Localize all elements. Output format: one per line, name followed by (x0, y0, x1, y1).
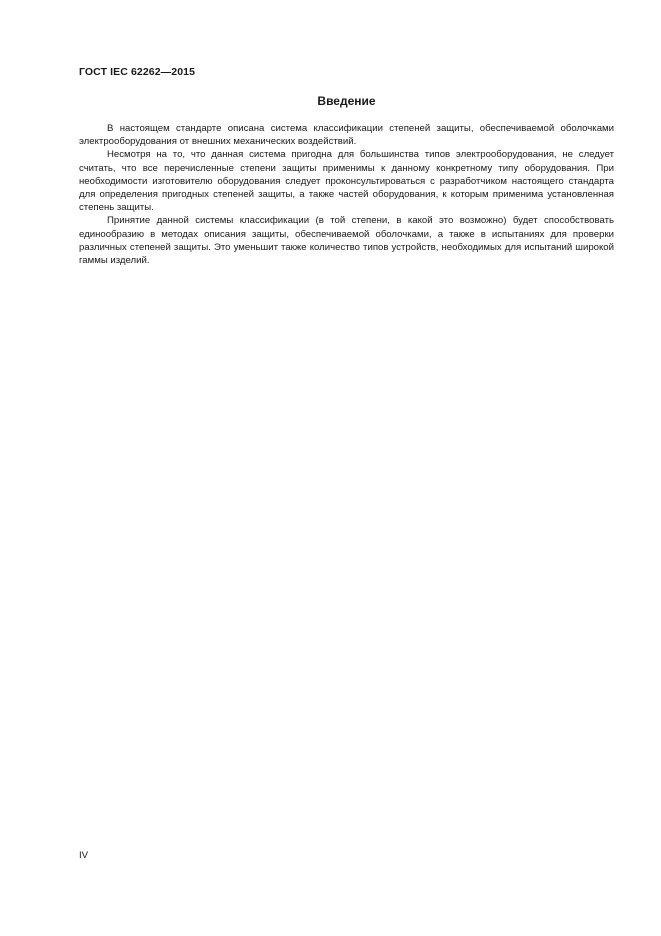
body-text (79, 122, 614, 267)
paragraph-2: Несмотря на то, что данная система пригодна для большинства типов электрооборудования, не следует считать, что все перечисленные степени защиты применимы к данному конкретному типу оборудования. При необходимости изготовителю оборудования следует проконсультироваться с разработчиком настоящего стандарта для определения пригодных степеней защиты, а также частей оборудования, к которым применима установленная степень защиты. (79, 149, 614, 214)
paragraph-3: Принятие данной системы классификации (в той степени, в какой это возможно) будет способствовать единообразию в методах описания защиты, обеспечиваемой оболочками, а также в испытаниях для проверки различных степеней защиты. Это уменьшит также количество типов устройств, необходимых для испытаний широкой гаммы изделий. (79, 215, 614, 267)
page-number: IV (79, 850, 89, 861)
section-title: Введение (317, 94, 376, 108)
document-code: ГОСТ IEC 62262—2015 (79, 66, 196, 78)
paragraph-1: В настоящем стандарте описана система классификации степеней защиты, обеспечиваемой оболочками электрооборудования от внешних механических воздействий. (79, 123, 614, 148)
